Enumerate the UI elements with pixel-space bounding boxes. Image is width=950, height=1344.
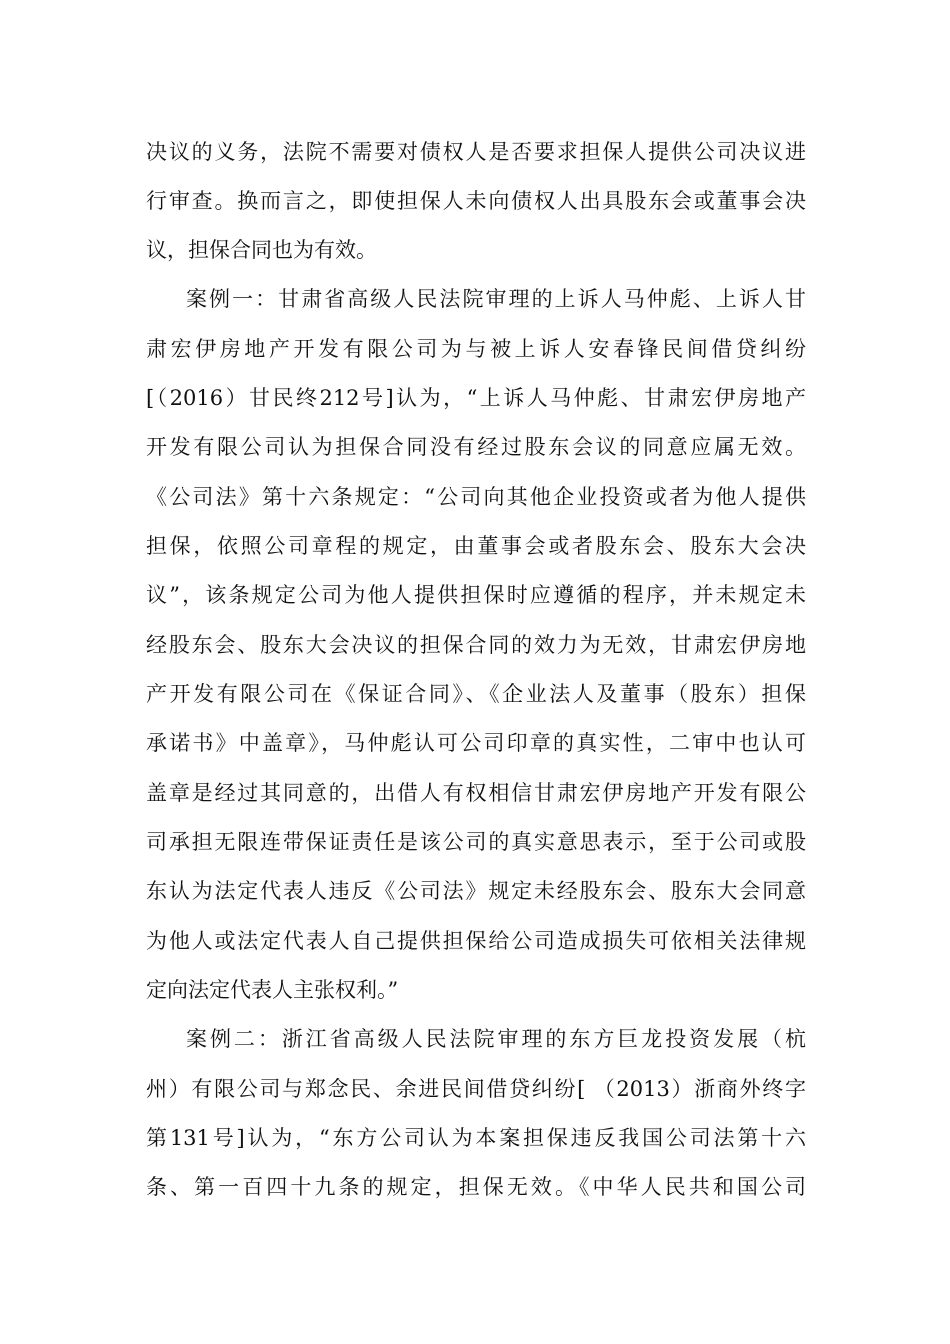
body-text-line: 肃宏伊房地产开发有限公司为与被上诉人安春锋民间借贷纠纷 — [146, 337, 806, 361]
body-text-line: 定向法定代表人主张权利。” — [146, 978, 399, 1002]
body-text-line: 为他人或法定代表人自己提供担保给公司造成损失可依相关法律规 — [146, 929, 806, 953]
body-text-line: 开发有限公司认为担保合同没有经过股东会议的同意应属无效。 — [146, 435, 806, 459]
body-text-line: 议”，该条规定公司为他人提供担保时应遵循的程序，并未规定未 — [146, 583, 806, 607]
body-text-line: 司承担无限连带保证责任是该公司的真实意思表示，至于公司或股 — [146, 830, 806, 854]
body-text-line: 盖章是经过其同意的，出借人有权相信甘肃宏伊房地产开发有限公 — [146, 781, 806, 805]
body-text-line: 条、第一百四十九条的规定，担保无效。《中华人民共和国公司 — [146, 1175, 806, 1199]
body-text-line: 第131号]认为，“东方公司认为本案担保违反我国公司法第十六 — [146, 1126, 806, 1150]
body-text-line: 经股东会、股东大会决议的担保合同的效力为无效，甘肃宏伊房地 — [146, 633, 806, 657]
body-text-line: 《公司法》第十六条规定：“公司向其他企业投资或者为他人提供 — [146, 485, 806, 509]
body-text-line: 州）有限公司与郑念民、余进民间借贷纠纷[ （2013）浙商外终字 — [146, 1077, 806, 1101]
body-text-line: 决议的义务，法院不需要对债权人是否要求担保人提供公司决议进 — [146, 140, 806, 164]
case-two-paragraph-start: 案例二：浙江省高级人民法院审理的东方巨龙投资发展（杭 — [186, 1027, 806, 1051]
body-text-line: 议，担保合同也为有效。 — [146, 238, 377, 262]
body-text-line: 行审查。换而言之，即使担保人未向债权人出具股东会或董事会决 — [146, 189, 806, 213]
body-text-line: 东认为法定代表人违反《公司法》规定未经股东会、股东大会同意 — [146, 879, 806, 903]
body-text-line: 承诺书》中盖章》，马仲彪认可公司印章的真实性，二审中也认可 — [146, 731, 806, 755]
body-text-line: 产开发有限公司在《保证合同》、《企业法人及董事（股东）担保 — [146, 682, 806, 706]
body-text-line: [（2016）甘民终212号]认为，“上诉人马仲彪、甘肃宏伊房地产 — [146, 386, 806, 410]
body-text-line: 担保，依照公司章程的规定，由董事会或者股东会、股东大会决 — [146, 534, 806, 558]
case-one-paragraph-start: 案例一：甘肃省高级人民法院审理的上诉人马仲彪、上诉人甘 — [186, 287, 806, 311]
